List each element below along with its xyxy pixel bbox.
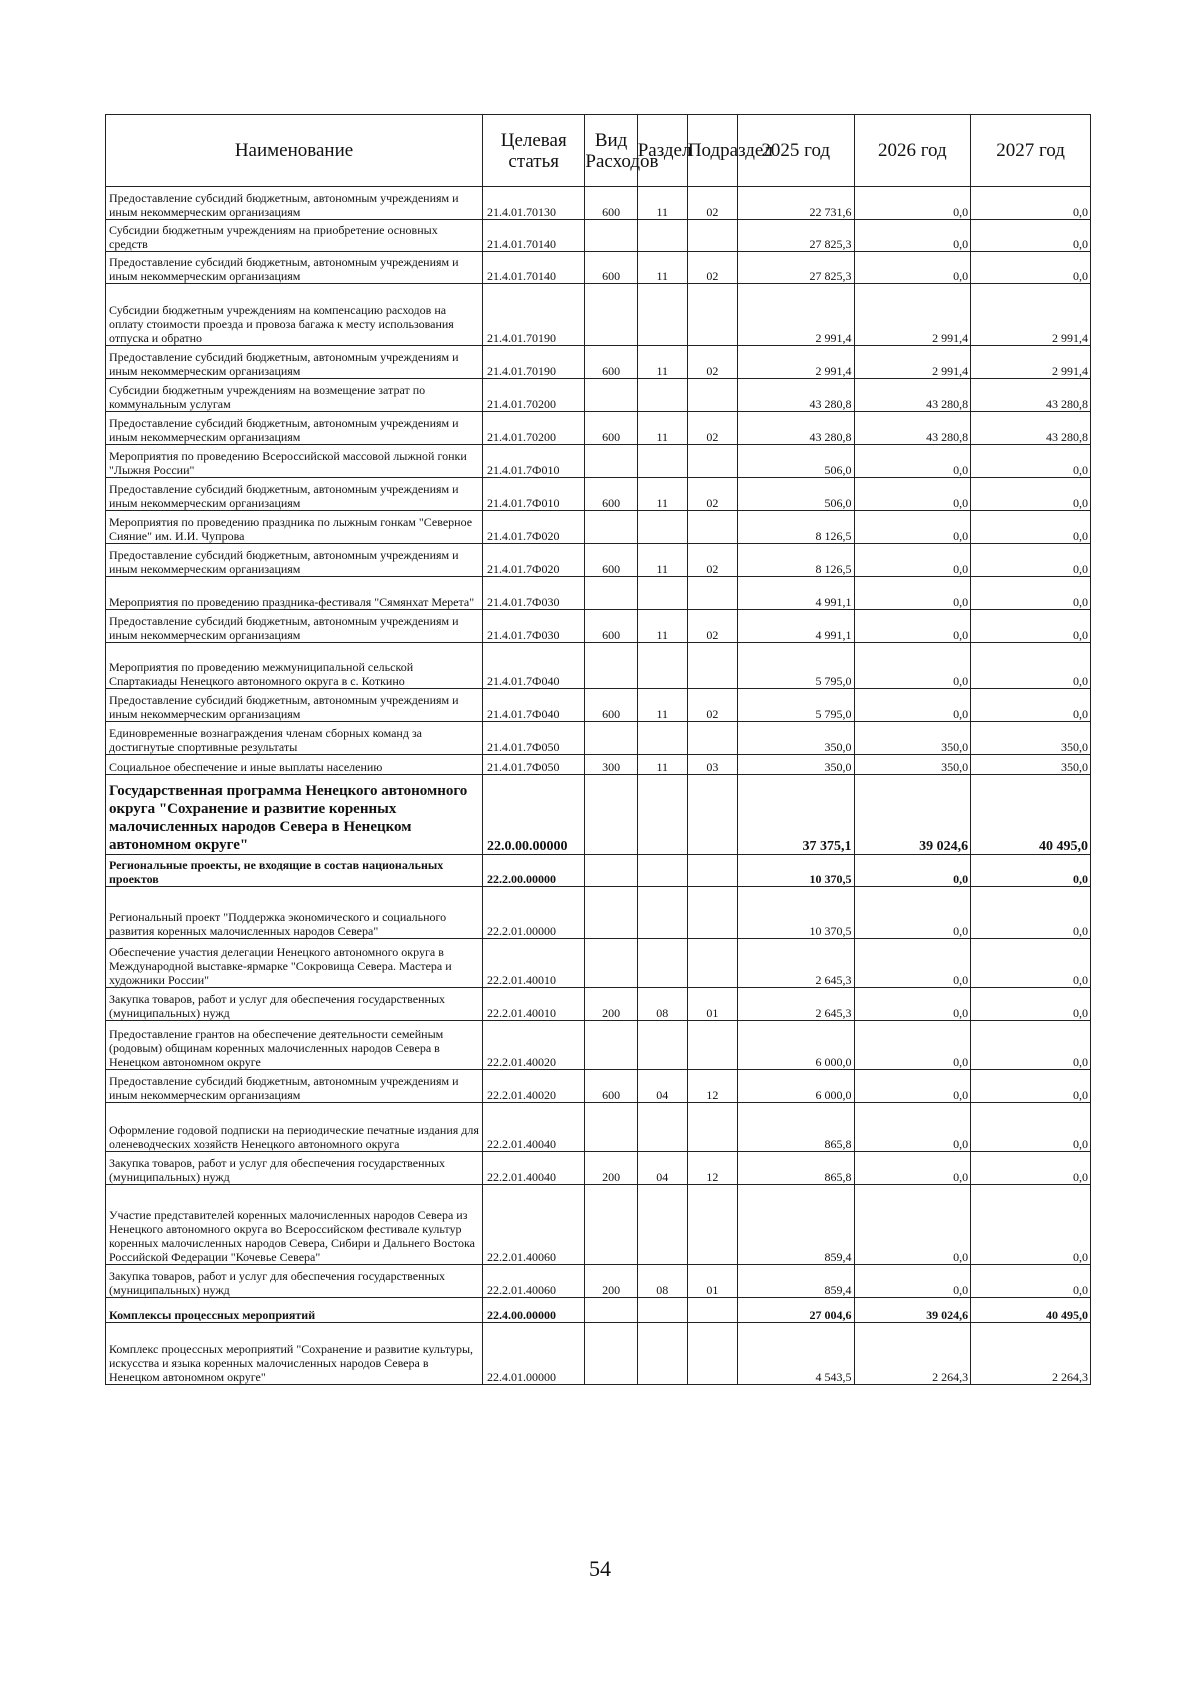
cell-year-2025: 4 543,5	[737, 1323, 854, 1385]
cell-name: Предоставление субсидий бюджетным, автономным учреждениям и иным некоммерческим организациям	[106, 478, 483, 511]
cell-name: Предоставление грантов на обеспечение деятельности семейным (родовым) общинам коренных малочисленных народов Севера в Ненецком автономном округе	[106, 1021, 483, 1070]
cell-year-2027: 40 495,0	[971, 775, 1091, 855]
cell-name: Предоставление субсидий бюджетным, автономным учреждениям и иным некоммерческим организациям	[106, 346, 483, 379]
cell-subsection: 01	[687, 988, 737, 1021]
header-year-2027: 2027 год	[971, 115, 1091, 187]
cell-expense-type	[585, 1103, 637, 1152]
table-row	[106, 610, 1091, 643]
cell-year-2027: 0,0	[971, 643, 1091, 689]
cell-year-2025: 2 991,4	[737, 346, 854, 379]
cell-subsection: 12	[687, 1070, 737, 1103]
cell-subsection	[687, 855, 737, 887]
cell-section	[637, 1323, 687, 1385]
cell-year-2027: 40 495,0	[971, 1298, 1091, 1323]
cell-subsection: 01	[687, 1265, 737, 1298]
table-row	[106, 643, 1091, 689]
cell-target-article: 21.4.01.70140	[483, 252, 585, 284]
table-header-row	[106, 115, 1091, 187]
cell-section	[637, 1103, 687, 1152]
cell-expense-type: 600	[585, 346, 637, 379]
cell-year-2025: 4 991,1	[737, 577, 854, 610]
table-row	[106, 1103, 1091, 1152]
cell-expense-type	[585, 284, 637, 346]
table-row	[106, 220, 1091, 252]
table-row	[106, 1152, 1091, 1185]
cell-year-2025: 27 825,3	[737, 220, 854, 252]
cell-section	[637, 643, 687, 689]
cell-subsection: 02	[687, 187, 737, 220]
table-row	[106, 939, 1091, 988]
cell-section: 11	[637, 544, 687, 577]
cell-target-article: 22.4.00.00000	[483, 1298, 585, 1323]
cell-name: Закупка товаров, работ и услуг для обеспечения государственных (муниципальных) нужд	[106, 1265, 483, 1298]
cell-year-2027: 0,0	[971, 544, 1091, 577]
cell-year-2026: 0,0	[854, 252, 971, 284]
cell-expense-type	[585, 939, 637, 988]
cell-year-2026: 0,0	[854, 1103, 971, 1152]
cell-section	[637, 722, 687, 755]
cell-year-2025: 43 280,8	[737, 379, 854, 412]
cell-section: 11	[637, 412, 687, 445]
cell-year-2027: 2 264,3	[971, 1323, 1091, 1385]
cell-section	[637, 220, 687, 252]
cell-expense-type	[585, 643, 637, 689]
table-row	[106, 1298, 1091, 1323]
cell-year-2026: 0,0	[854, 1021, 971, 1070]
cell-year-2025: 2 645,3	[737, 939, 854, 988]
cell-expense-type	[585, 220, 637, 252]
cell-section: 04	[637, 1070, 687, 1103]
cell-expense-type	[585, 887, 637, 939]
cell-target-article: 22.4.01.00000	[483, 1323, 585, 1385]
cell-subsection: 02	[687, 610, 737, 643]
cell-section	[637, 445, 687, 478]
cell-subsection	[687, 1021, 737, 1070]
cell-target-article: 21.4.01.7Ф020	[483, 544, 585, 577]
cell-name: Предоставление субсидий бюджетным, автономным учреждениям и иным некоммерческим организациям	[106, 187, 483, 220]
cell-year-2026: 0,0	[854, 939, 971, 988]
table-row	[106, 445, 1091, 478]
cell-section: 11	[637, 252, 687, 284]
cell-expense-type	[585, 577, 637, 610]
cell-target-article: 21.4.01.7Ф030	[483, 610, 585, 643]
cell-target-article: 21.4.01.70140	[483, 220, 585, 252]
table-row	[106, 1070, 1091, 1103]
cell-expense-type: 200	[585, 988, 637, 1021]
cell-year-2025: 5 795,0	[737, 689, 854, 722]
table-row	[106, 1265, 1091, 1298]
cell-year-2026: 39 024,6	[854, 1298, 971, 1323]
cell-year-2027: 0,0	[971, 252, 1091, 284]
cell-expense-type: 600	[585, 187, 637, 220]
cell-year-2026: 0,0	[854, 1070, 971, 1103]
cell-expense-type	[585, 379, 637, 412]
table-row	[106, 755, 1091, 775]
cell-year-2025: 859,4	[737, 1185, 854, 1265]
cell-section	[637, 939, 687, 988]
cell-target-article: 22.2.01.40060	[483, 1265, 585, 1298]
cell-year-2027: 0,0	[971, 445, 1091, 478]
cell-section: 08	[637, 1265, 687, 1298]
header-subsection: Подраздел	[687, 115, 737, 187]
cell-name: Предоставление субсидий бюджетным, автономным учреждениям и иным некоммерческим организациям	[106, 412, 483, 445]
cell-expense-type	[585, 1298, 637, 1323]
cell-year-2027: 0,0	[971, 1070, 1091, 1103]
cell-target-article: 22.2.01.00000	[483, 887, 585, 939]
cell-expense-type: 600	[585, 252, 637, 284]
table-body	[106, 187, 1091, 1385]
cell-section	[637, 775, 687, 855]
cell-expense-type	[585, 722, 637, 755]
header-section: Раздел	[637, 115, 687, 187]
cell-year-2027: 0,0	[971, 887, 1091, 939]
cell-year-2027: 0,0	[971, 939, 1091, 988]
table-row	[106, 722, 1091, 755]
cell-year-2027: 0,0	[971, 1021, 1091, 1070]
cell-year-2027: 0,0	[971, 220, 1091, 252]
cell-year-2026: 0,0	[854, 988, 971, 1021]
cell-subsection: 02	[687, 346, 737, 379]
cell-year-2027: 0,0	[971, 1152, 1091, 1185]
cell-year-2026: 0,0	[854, 855, 971, 887]
cell-year-2027: 350,0	[971, 755, 1091, 775]
table-row	[106, 511, 1091, 544]
cell-year-2026: 43 280,8	[854, 412, 971, 445]
table-row	[106, 988, 1091, 1021]
cell-year-2026: 0,0	[854, 445, 971, 478]
cell-year-2025: 10 370,5	[737, 887, 854, 939]
cell-target-article: 22.2.01.40010	[483, 988, 585, 1021]
cell-year-2025: 37 375,1	[737, 775, 854, 855]
cell-subsection	[687, 577, 737, 610]
cell-subsection	[687, 939, 737, 988]
cell-year-2027: 0,0	[971, 187, 1091, 220]
cell-target-article: 21.4.01.7Ф050	[483, 722, 585, 755]
cell-expense-type: 200	[585, 1152, 637, 1185]
cell-year-2026: 0,0	[854, 610, 971, 643]
cell-subsection: 02	[687, 689, 737, 722]
cell-year-2027: 0,0	[971, 1103, 1091, 1152]
cell-target-article: 22.2.01.40040	[483, 1152, 585, 1185]
cell-name: Региональный проект "Поддержка экономического и социального развития коренных малочисленных народов Севера"	[106, 887, 483, 939]
cell-name: Оформление годовой подписки на периодические печатные издания для оленеводческих хозяйств Ненецкого автономного округа	[106, 1103, 483, 1152]
table-row	[106, 412, 1091, 445]
cell-name: Предоставление субсидий бюджетным, автономным учреждениям и иным некоммерческим организациям	[106, 610, 483, 643]
cell-year-2026: 0,0	[854, 577, 971, 610]
cell-target-article: 21.4.01.70200	[483, 379, 585, 412]
table-row	[106, 187, 1091, 220]
cell-section	[637, 1185, 687, 1265]
cell-subsection	[687, 775, 737, 855]
cell-expense-type: 200	[585, 1265, 637, 1298]
cell-expense-type	[585, 1021, 637, 1070]
cell-year-2027: 350,0	[971, 722, 1091, 755]
cell-expense-type	[585, 445, 637, 478]
cell-year-2027: 0,0	[971, 1265, 1091, 1298]
cell-section: 08	[637, 988, 687, 1021]
header-year-2026: 2026 год	[854, 115, 971, 187]
cell-year-2026: 43 280,8	[854, 379, 971, 412]
cell-year-2027: 0,0	[971, 478, 1091, 511]
cell-section: 11	[637, 755, 687, 775]
cell-year-2026: 0,0	[854, 187, 971, 220]
cell-subsection	[687, 722, 737, 755]
cell-subsection: 12	[687, 1152, 737, 1185]
cell-section	[637, 1298, 687, 1323]
table-row	[106, 544, 1091, 577]
cell-year-2026: 0,0	[854, 643, 971, 689]
cell-target-article: 21.4.01.7Ф040	[483, 689, 585, 722]
cell-section: 11	[637, 610, 687, 643]
cell-name: Субсидии бюджетным учреждениям на приобретение основных средств	[106, 220, 483, 252]
table-row	[106, 284, 1091, 346]
cell-section: 11	[637, 689, 687, 722]
cell-target-article: 21.4.01.7Ф040	[483, 643, 585, 689]
cell-subsection: 02	[687, 478, 737, 511]
cell-name: Мероприятия по проведению праздника-фестиваля "Сямянхат Мерета"	[106, 577, 483, 610]
cell-year-2025: 8 126,5	[737, 544, 854, 577]
cell-name: Субсидии бюджетным учреждениям на возмещение затрат по коммунальным услугам	[106, 379, 483, 412]
cell-target-article: 21.4.01.70200	[483, 412, 585, 445]
cell-expense-type: 600	[585, 544, 637, 577]
page-number: 54	[589, 1556, 611, 1581]
cell-name: Предоставление субсидий бюджетным, автономным учреждениям и иным некоммерческим организациям	[106, 252, 483, 284]
cell-name: Социальное обеспечение и иные выплаты населению	[106, 755, 483, 775]
cell-year-2027: 0,0	[971, 511, 1091, 544]
cell-year-2026: 350,0	[854, 755, 971, 775]
cell-year-2026: 39 024,6	[854, 775, 971, 855]
cell-subsection	[687, 379, 737, 412]
cell-year-2025: 865,8	[737, 1103, 854, 1152]
table-row	[106, 689, 1091, 722]
cell-year-2027: 0,0	[971, 577, 1091, 610]
table-row	[106, 1323, 1091, 1385]
cell-target-article: 21.4.01.70190	[483, 284, 585, 346]
cell-year-2027: 2 991,4	[971, 346, 1091, 379]
cell-subsection	[687, 887, 737, 939]
cell-expense-type	[585, 855, 637, 887]
cell-target-article: 21.4.01.7Ф010	[483, 478, 585, 511]
cell-year-2027: 0,0	[971, 1185, 1091, 1265]
cell-year-2026: 0,0	[854, 887, 971, 939]
table-row	[106, 346, 1091, 379]
cell-name: Участие представителей коренных малочисленных народов Севера из Ненецкого автономного округа во Всероссийском фестивале культур коренных малочисленных народов Севера, Сибири и Дальнего Востока Российской Федерации "Кочевье Севера"	[106, 1185, 483, 1265]
budget-table	[105, 114, 1091, 1385]
cell-year-2026: 2 264,3	[854, 1323, 971, 1385]
cell-subsection	[687, 445, 737, 478]
cell-year-2025: 350,0	[737, 755, 854, 775]
cell-subsection	[687, 1103, 737, 1152]
cell-year-2025: 506,0	[737, 445, 854, 478]
header-expense-type: Вид Расходов	[585, 115, 637, 187]
cell-year-2027: 43 280,8	[971, 379, 1091, 412]
cell-year-2026: 2 991,4	[854, 346, 971, 379]
header-year-2025: 2025 год	[737, 115, 854, 187]
cell-year-2027: 0,0	[971, 610, 1091, 643]
cell-section: 11	[637, 187, 687, 220]
cell-year-2025: 43 280,8	[737, 412, 854, 445]
cell-year-2025: 865,8	[737, 1152, 854, 1185]
cell-subsection	[687, 284, 737, 346]
cell-name: Мероприятия по проведению Всероссийской массовой лыжной гонки "Лыжня России"	[106, 445, 483, 478]
cell-section: 11	[637, 346, 687, 379]
cell-expense-type: 600	[585, 412, 637, 445]
cell-name: Закупка товаров, работ и услуг для обеспечения государственных (муниципальных) нужд	[106, 988, 483, 1021]
cell-target-article: 22.2.01.40020	[483, 1021, 585, 1070]
cell-year-2025: 2 991,4	[737, 284, 854, 346]
cell-name: Закупка товаров, работ и услуг для обеспечения государственных (муниципальных) нужд	[106, 1152, 483, 1185]
cell-year-2026: 0,0	[854, 689, 971, 722]
cell-expense-type: 600	[585, 689, 637, 722]
cell-name: Предоставление субсидий бюджетным, автономным учреждениям и иным некоммерческим организациям	[106, 689, 483, 722]
cell-expense-type: 600	[585, 610, 637, 643]
cell-year-2025: 859,4	[737, 1265, 854, 1298]
header-name: Наименование	[106, 115, 483, 187]
table-row	[106, 887, 1091, 939]
cell-subsection: 02	[687, 544, 737, 577]
cell-target-article: 21.4.01.70130	[483, 187, 585, 220]
cell-year-2026: 0,0	[854, 1185, 971, 1265]
cell-name: Единовременные вознаграждения членам сборных команд за достигнутые спортивные результаты	[106, 722, 483, 755]
table-row	[106, 577, 1091, 610]
cell-year-2026: 0,0	[854, 478, 971, 511]
cell-year-2025: 27 825,3	[737, 252, 854, 284]
cell-expense-type	[585, 1185, 637, 1265]
cell-subsection	[687, 511, 737, 544]
cell-year-2025: 350,0	[737, 722, 854, 755]
cell-subsection	[687, 1323, 737, 1385]
cell-section	[637, 284, 687, 346]
cell-subsection	[687, 643, 737, 689]
cell-target-article: 21.4.01.7Ф050	[483, 755, 585, 775]
cell-year-2026: 350,0	[854, 722, 971, 755]
cell-subsection: 02	[687, 412, 737, 445]
cell-section	[637, 379, 687, 412]
cell-year-2026: 0,0	[854, 1152, 971, 1185]
cell-year-2025: 6 000,0	[737, 1070, 854, 1103]
table-row	[106, 1021, 1091, 1070]
cell-section	[637, 511, 687, 544]
cell-year-2025: 8 126,5	[737, 511, 854, 544]
cell-target-article: 22.0.00.00000	[483, 775, 585, 855]
cell-year-2025: 4 991,1	[737, 610, 854, 643]
cell-year-2027: 0,0	[971, 855, 1091, 887]
cell-year-2025: 22 731,6	[737, 187, 854, 220]
header-target-article: Целевая статья	[483, 115, 585, 187]
cell-name: Обеспечение участия делегации Ненецкого автономного округа в Международной выставке-ярмарке "Сокровища Севера. Мастера и художники России"	[106, 939, 483, 988]
cell-expense-type: 600	[585, 1070, 637, 1103]
cell-subsection	[687, 1298, 737, 1323]
table-row	[106, 379, 1091, 412]
cell-name: Комплекс процессных мероприятий "Сохранение и развитие культуры, искусства и языка коренных малочисленных народов Севера в Ненецком автономном округе"	[106, 1323, 483, 1385]
budget-table-container	[105, 114, 1091, 1385]
cell-section	[637, 577, 687, 610]
cell-target-article: 22.2.01.40040	[483, 1103, 585, 1152]
cell-year-2025: 5 795,0	[737, 643, 854, 689]
cell-year-2027: 2 991,4	[971, 284, 1091, 346]
cell-name: Региональные проекты, не входящие в состав национальных проектов	[106, 855, 483, 887]
cell-target-article: 22.2.01.40010	[483, 939, 585, 988]
cell-name: Субсидии бюджетным учреждениям на компенсацию расходов на оплату стоимости проезда и провоза багажа к месту использования отпуска и обратно	[106, 284, 483, 346]
cell-year-2025: 2 645,3	[737, 988, 854, 1021]
cell-year-2026: 2 991,4	[854, 284, 971, 346]
cell-target-article: 22.2.01.40020	[483, 1070, 585, 1103]
cell-year-2026: 0,0	[854, 511, 971, 544]
cell-name: Комплексы процессных мероприятий	[106, 1298, 483, 1323]
cell-year-2026: 0,0	[854, 544, 971, 577]
cell-section	[637, 887, 687, 939]
cell-subsection	[687, 220, 737, 252]
cell-section	[637, 1021, 687, 1070]
table-row	[106, 855, 1091, 887]
cell-year-2026: 0,0	[854, 1265, 971, 1298]
cell-expense-type	[585, 775, 637, 855]
cell-subsection: 03	[687, 755, 737, 775]
cell-name: Предоставление субсидий бюджетным, автономным учреждениям и иным некоммерческим организациям	[106, 1070, 483, 1103]
cell-year-2025: 6 000,0	[737, 1021, 854, 1070]
cell-year-2027: 43 280,8	[971, 412, 1091, 445]
cell-year-2025: 10 370,5	[737, 855, 854, 887]
cell-name: Мероприятия по проведению праздника по лыжным гонкам "Северное Сияние" им. И.И. Чупрова	[106, 511, 483, 544]
cell-expense-type	[585, 511, 637, 544]
cell-year-2026: 0,0	[854, 220, 971, 252]
cell-year-2027: 0,0	[971, 689, 1091, 722]
cell-section: 04	[637, 1152, 687, 1185]
cell-target-article: 21.4.01.7Ф010	[483, 445, 585, 478]
table-row	[106, 775, 1091, 855]
cell-section: 11	[637, 478, 687, 511]
cell-name: Мероприятия по проведению межмуниципальной сельской Спартакиады Ненецкого автономного округа в с. Коткино	[106, 643, 483, 689]
cell-expense-type	[585, 1323, 637, 1385]
cell-year-2027: 0,0	[971, 988, 1091, 1021]
table-row	[106, 252, 1091, 284]
cell-subsection	[687, 1185, 737, 1265]
cell-target-article: 22.2.00.00000	[483, 855, 585, 887]
cell-target-article: 21.4.01.70190	[483, 346, 585, 379]
table-row	[106, 1185, 1091, 1265]
cell-target-article: 22.2.01.40060	[483, 1185, 585, 1265]
table-row	[106, 478, 1091, 511]
cell-subsection: 02	[687, 252, 737, 284]
cell-expense-type: 600	[585, 478, 637, 511]
cell-section	[637, 855, 687, 887]
cell-year-2025: 506,0	[737, 478, 854, 511]
cell-expense-type: 300	[585, 755, 637, 775]
cell-target-article: 21.4.01.7Ф030	[483, 577, 585, 610]
cell-name: Государственная программа Ненецкого автономного округа "Сохранение и развитие коренных малочисленных народов Севера в Ненецком автономном округе"	[106, 775, 483, 855]
cell-target-article: 21.4.01.7Ф020	[483, 511, 585, 544]
cell-year-2025: 27 004,6	[737, 1298, 854, 1323]
cell-name: Предоставление субсидий бюджетным, автономным учреждениям и иным некоммерческим организациям	[106, 544, 483, 577]
